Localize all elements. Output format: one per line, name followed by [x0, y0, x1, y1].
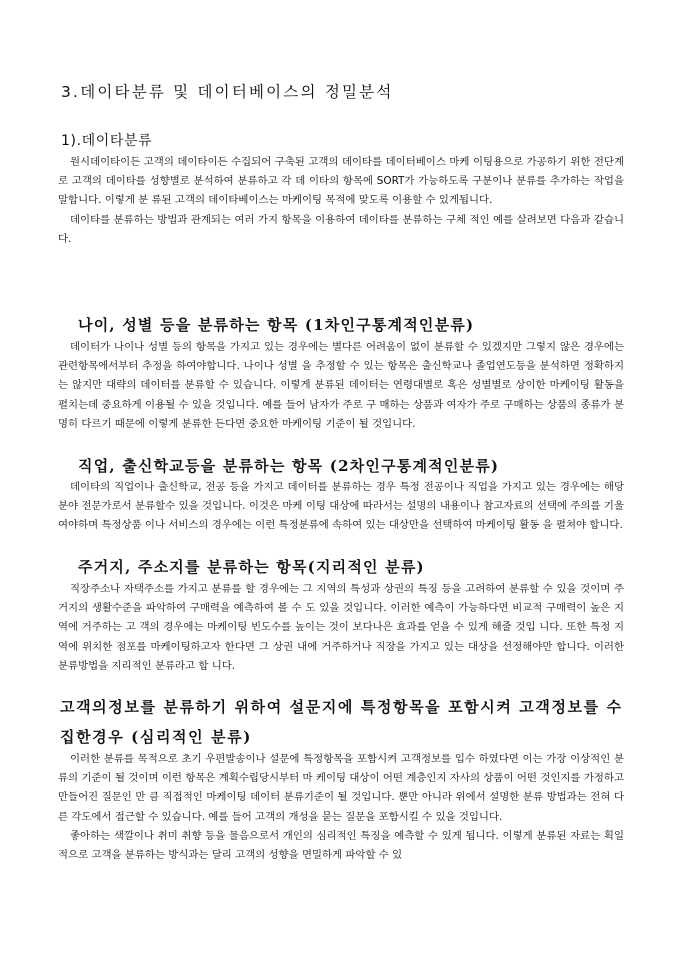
paragraph: 이러한 분류를 목적으로 초기 우편발송이나 설문에 특정항목을 포함시켜 고객정보를 입수 하였다면 이는 가장 이상적인 분류의 기준이 될 것이며 이런 항목은 계획수립당시부터 마 케이팅 대상이 어떤 계층인지 자사의 상품이 어떤 것인지를 가정하고 만들어진 질문인 만 큼 직접적인 마케이팅 데이터 분류기준이 될 것입니다. 뿐만 아니라 위에서 설명한 분류 방법과는 전혀 다른 각도에서 접근할 수 있습니다. 예를 들어 고객의 개성을 묻는 질문을 포함시킬 수 있을 것입니다. — [58, 753, 624, 823]
section-text-demographic — [58, 338, 624, 434]
intro-text — [58, 153, 624, 249]
paragraph: 좋아하는 색깔이나 취미 취향 등을 물음으로서 개인의 심리적인 특징을 예측할 수 있게 됩니다. 이렇게 분류된 자료는 획일적으로 고객을 분류하는 방식과는 달리 고객의 성향을 면밀하게 파악할 수 있 — [58, 829, 624, 862]
section-subheading: 1).데이타분류 — [61, 133, 153, 149]
paragraph: 데이타의 직업이나 출신학교, 전공 등을 가지고 데이터를 분류하는 경우 특정 전공이나 직업을 가지고 있는 경우에는 해당분야 전문가로서 분류할수 있을 것입니다. 이것은 마케 이팅 대상에 따라서는 설명의 내용이나 참고자료의 선택에 주의를 기울여야하며 특정상품 이나 서비스의 경우에는 이런 특정분류에 속하여 있는 대상만을 선택하여 마케이팅 활동 을 펼쳐야 합니다. — [58, 481, 624, 532]
paragraph: 데이터가 나이나 성별 등의 항목을 가지고 있는 경우에는 별다른 어려움이 없이 분류할 수 있겠지만 그렇지 않은 경우에는 관련항목에서부터 추정을 하여야합니다. 나이나 성별 을 추정할 수 있는 항목은 출신학교나 졸업연도등을 분석하면 정확하지는 않지만 대략의 데이터를 분류할 수 있습니다. 이렇게 분류된 데이터는 연령대별로 혹은 성별별로 상이한 마케이팅 활동을 펼치는데 중요하게 이용될 수 있을 것입니다. 예를 들어 남자가 주로 구 매하는 상품과 여자가 주로 구매하는 상품의 종류가 분명히 다르기 때문에 이렇게 분류한 든다면 중요한 마케이팅 기준이 될 것입니다. — [58, 341, 624, 430]
paragraph: 직장주소나 자택주소를 가지고 분류를 할 경우에는 그 지역의 특성과 상권의 특징 등을 고려하여 분류할 수 있을 것이며 주거지의 생활수준을 파악하여 구매력을 예측하여 볼 수 도 있을 것입니다. 이러한 예측이 가능하다면 비교적 구매력이 높은 지역에 거주하는 고 객의 경우에는 마케이팅 빈도수를 높이는 것이 보다나은 효과를 얻을 수 있게 해줄 것입 니다. 또한 특정 지역에 위치한 점포를 마케이팅하고자 한다면 그 상권 내에 거주하거나 직장을 가지고 있는 대상을 선정해야만 합니다. 이러한 분류방법을 지리적인 분류라고 합 니다. — [58, 583, 624, 672]
section-title-geographic: 주거지, 주소지를 분류하는 항목(지리적인 분류) — [78, 558, 425, 576]
section-title-psychographic: 고객의정보를 분류하기 위하여 설문지에 특정항목을 포함시켜 고객정보를 수집한경우 (심리적인 분류) — [60, 698, 623, 746]
section-text-psychographic — [58, 750, 624, 865]
page-heading: 3.데이타분류 및 데이터베이스의 정밀분석 — [61, 83, 394, 101]
section-title-demographic: 나이, 성별 등을 분류하는 항목 (1차인구통계적인분류) — [78, 316, 475, 334]
section-text-occupation — [58, 478, 624, 536]
paragraph: 원시데이타이든 고객의 데이타이든 수집되어 구축된 고객의 데이타를 데이터베이스 마케 이팅용으로 가공하기 위한 전단계로 고객의 데이타를 성향별로 분석하여 분류하고 각 데 이타의 항목에 SORT가 가능하도록 구분이나 분류를 추가하는 작업을 말합니다. 이렇게 분 류된 고객의 데이타베이스는 마케이팅 목적에 맞도록 이용할 수 있게됩니다. — [58, 156, 624, 207]
paragraph: 데이타를 분류하는 방법과 관계되는 여러 가지 항목을 이용하여 데이타를 분류하는 구체 적인 예를 살려보면 다음과 같습니다. — [58, 213, 624, 245]
section-title-occupation: 직업, 출신학교등을 분류하는 항목 (2차인구통계적인분류) — [78, 457, 500, 475]
section-text-geographic — [58, 580, 624, 676]
